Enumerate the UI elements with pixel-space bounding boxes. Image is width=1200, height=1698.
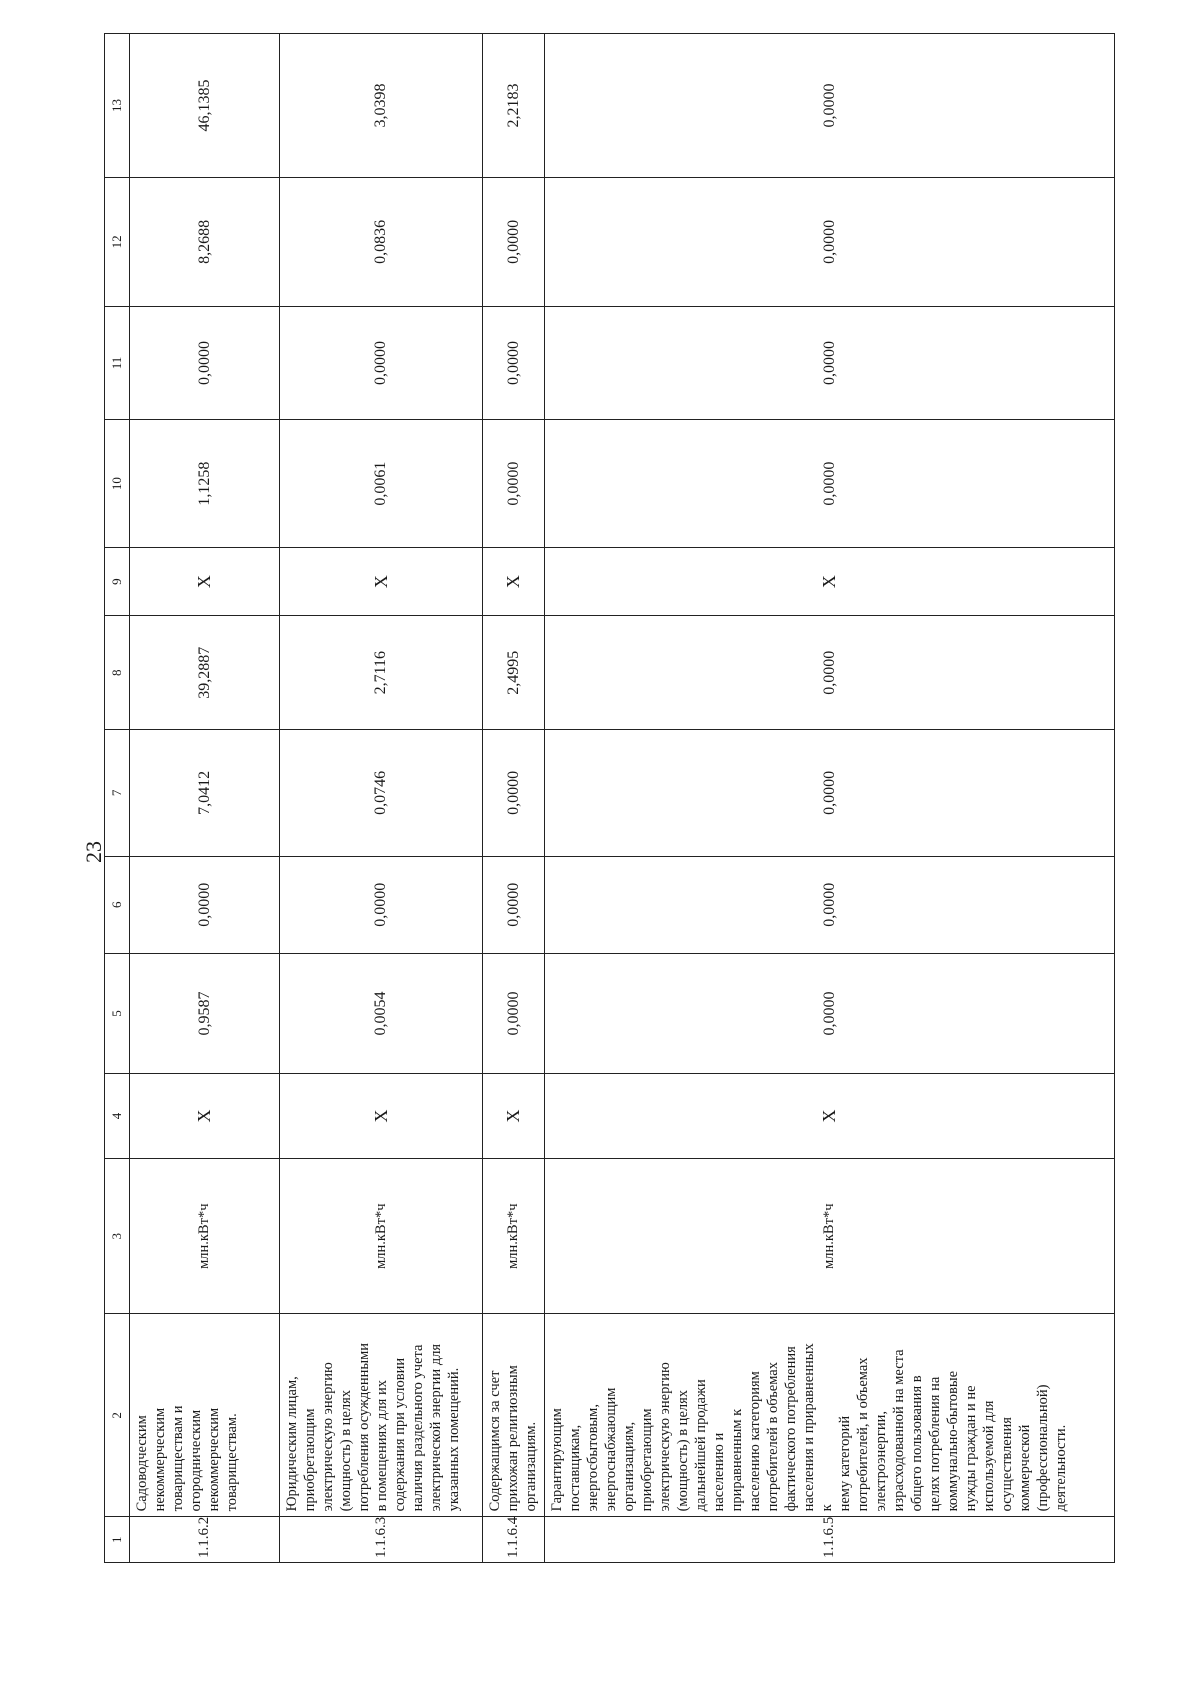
cell-col11: 0,0000	[280, 306, 483, 420]
column-header: 1	[105, 1517, 130, 1563]
cell-col6: 0,0000	[545, 856, 1115, 953]
column-header: 10	[105, 420, 130, 547]
column-header: 5	[105, 953, 130, 1073]
row-description	[130, 1314, 280, 1517]
cell-col8: 0,0000	[545, 616, 1115, 730]
row-code: 1.1.6.5	[545, 1517, 1115, 1563]
cell-col5: 0,0000	[545, 953, 1115, 1073]
row-code: 1.1.6.3	[280, 1517, 483, 1563]
cell-col13: 3,0398	[280, 34, 483, 178]
row-code: 1.1.6.4	[483, 1517, 545, 1563]
cell-col5: 0,9587	[130, 953, 280, 1073]
column-header: 2	[105, 1314, 130, 1517]
table-row	[545, 34, 1115, 1563]
cell-col13: 0,0000	[545, 34, 1115, 178]
row-unit: млн.кВт*ч	[545, 1159, 1115, 1314]
table-row	[483, 34, 545, 1563]
row-description-text: Содержащимся за счет прихожан религиозным организациям.	[487, 1365, 539, 1512]
row-unit: млн.кВт*ч	[483, 1159, 545, 1314]
cell-col7: 0,0746	[280, 730, 483, 856]
header-row	[105, 34, 130, 1563]
column-header: 7	[105, 730, 130, 856]
cell-col12: 0,0836	[280, 178, 483, 306]
row-unit: млн.кВт*ч	[130, 1159, 280, 1314]
cell-col10: 0,0061	[280, 420, 483, 547]
cell-col9: X	[483, 547, 545, 615]
cell-col11: 0,0000	[483, 306, 545, 420]
cell-col6: 0,0000	[130, 856, 280, 953]
column-header: 9	[105, 547, 130, 615]
column-header: 8	[105, 616, 130, 730]
cell-col9: X	[545, 547, 1115, 615]
cell-col10: 0,0000	[545, 420, 1115, 547]
cell-col10: 0,0000	[483, 420, 545, 547]
column-header: 13	[105, 34, 130, 178]
table-row	[280, 34, 483, 1563]
cell-col13: 2,2183	[483, 34, 545, 178]
cell-col5: 0,0000	[483, 953, 545, 1073]
cell-col7: 0,0000	[545, 730, 1115, 856]
row-description-text: Гарантирующим поставщикам, энергосбытовым, энергоснабжающим организациям, приобретающим электрическую энергию (мощность) в целях дальнейшей продажи населению и приравненным к населению категориям потребителей в объемах фактического потребления населения и приравненных к нему категорий потребителей, и объемах электроэнергии, израсходованной на места общего пользования в целях потребления на коммунально-бытовые нужды граждан и не используемой для осуществления коммерческой (профессиональной) деятельности.	[549, 1343, 1069, 1512]
cell-col11: 0,0000	[545, 306, 1115, 420]
column-header: 11	[105, 306, 130, 420]
cell-col6: 0,0000	[483, 856, 545, 953]
row-description	[545, 1314, 1115, 1517]
column-header: 12	[105, 178, 130, 306]
cell-col9: X	[280, 547, 483, 615]
cell-col10: 1,1258	[130, 420, 280, 547]
table-row	[130, 34, 280, 1563]
cell-col12: 0,0000	[545, 178, 1115, 306]
cell-col6: 0,0000	[280, 856, 483, 953]
cell-col7: 0,0000	[483, 730, 545, 856]
cell-col4: X	[483, 1074, 545, 1159]
row-code: 1.1.6.2	[130, 1517, 280, 1563]
column-header: 4	[105, 1074, 130, 1159]
cell-col7: 7,0412	[130, 730, 280, 856]
tariff-table	[104, 33, 1115, 1563]
cell-col8: 2,4995	[483, 616, 545, 730]
column-header: 6	[105, 856, 130, 953]
row-description-text: Юридическим лицам, приобретающим электрическую энергию (мощность) в целях потребления осужденными в помещениях для их содержания при условии наличия раздельного учета электрической энергии для указанных помещений.	[284, 1342, 462, 1512]
cell-col4: X	[130, 1074, 280, 1159]
cell-col13: 46,1385	[130, 34, 280, 178]
page-number: 23	[81, 841, 106, 863]
cell-col5: 0,0054	[280, 953, 483, 1073]
cell-col4: X	[545, 1074, 1115, 1159]
row-description	[280, 1314, 483, 1517]
cell-col11: 0,0000	[130, 306, 280, 420]
cell-col9: X	[130, 547, 280, 615]
cell-col8: 2,7116	[280, 616, 483, 730]
cell-col12: 0,0000	[483, 178, 545, 306]
cell-col4: X	[280, 1074, 483, 1159]
row-description	[483, 1314, 545, 1517]
row-description-text: Садоводческим некоммерческим товариществам и огородническим некоммерческим товариществам.	[134, 1405, 240, 1512]
cell-col12: 8,2688	[130, 178, 280, 306]
row-unit: млн.кВт*ч	[280, 1159, 483, 1314]
tariff-table-container	[104, 33, 1109, 1563]
column-header: 3	[105, 1159, 130, 1314]
cell-col8: 39,2887	[130, 616, 280, 730]
